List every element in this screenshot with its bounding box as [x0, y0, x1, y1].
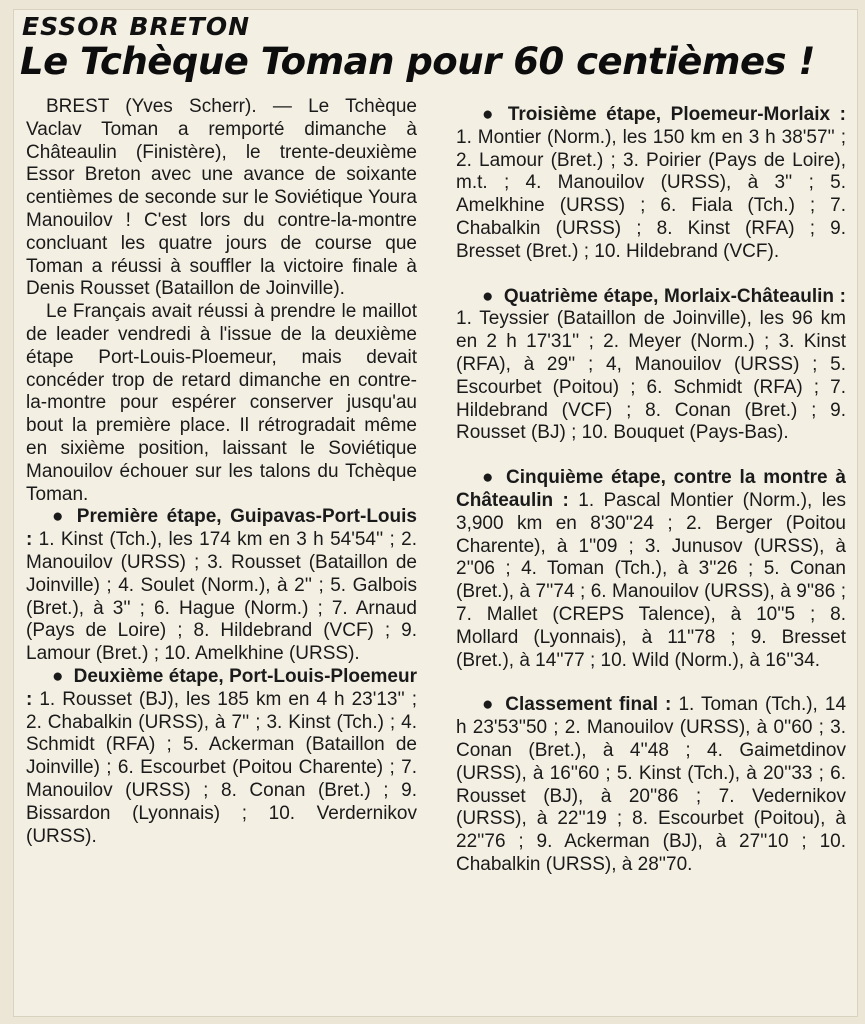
intro-paragraph: BREST (Yves Scherr). — Le Tchèque Vaclav Toman a remporté dimanche à Châteaulin (Finistère), le trente-deuxième Essor Breton avec une avance de soixante centièmes de seconde sur le Soviétique Youra Manouilov ! C'est lors du contre-la-montre concluant les quatre jours de course que Toman a réussi à souffler la victoire finale à Denis Rousset (Bataillon de Joinville).: [26, 96, 417, 300]
stage-text: 1. Kinst (Tch.), les 174 km en 3 h 54'54'' ; 2. Manouilov (URSS) ; 3. Rousset (Bataillon de Joinville) ; 4. Soulet (Norm.), à 2'' ; 5. Galbois (Bret.), à 3'' ; 6. Hague (Norm.) ; 7. Arnaud (Pays de Loire) ; 8. Hildebrand (VCF) ; 9. Lamour (Bret.) ; 10. Amelkhine (URSS).: [26, 529, 418, 665]
stage-text: 1. Pascal Montier (Norm.), les 3,900 km en 8'30''24 ; 2. Berger (Poitou Charente), à 1''09 ; 3. Junusov (URSS), à 2''06 ; 4. Toman (Tch.), à 3''26 ; 5. Conan (Bret.), à 7''74 ; 6. Manouilov (URSS), à 9''86 ; 7. Mallet (CREPS Talence), à 10''5 ; 8. Mollard (Lyonnais), à 11''78 ; 9. Bresset (Bret.), à 14''77 ; 10. Wild (Norm.), à 16''34.: [456, 489, 847, 671]
bullet-icon: ●: [482, 694, 496, 716]
right-column: [456, 104, 846, 877]
stage-5-result: [456, 467, 846, 672]
section-kicker: ESSOR BRETON: [22, 12, 251, 41]
headline: Le Tchèque Toman pour 60 centièmes !: [20, 40, 815, 83]
stage-text: 1. Teyssier (Bataillon de Joinville), les 96 km en 2 h 17'31'' ; 2. Meyer (Norm.) ; 3. Kinst (RFA), à 29'' ; 4, Manouilov (URSS) ; 5. Escourbet (Poitou) ; 6. Schmidt (RFA) ; 7. Hildebrand (VCF) ; 8. Conan (Bret.) ; 9. Rousset (BJ) ; 10. Bouquet (Pays-Bas).: [456, 308, 846, 444]
bullet-icon: ●: [482, 467, 497, 489]
stage-title: Classement final :: [505, 694, 672, 716]
stage-title: Quatrième étape, Morlaix-Châteaulin :: [503, 285, 846, 307]
stage-text: 1. Toman (Tch.), 14 h 23'53''50 ; 2. Manouilov (URSS), à 0''60 ; 3. Conan (Bret.), à 4''48 ; 4. Gaimetdinov (URSS), à 16''60 ; 5. Kinst (Tch.), à 20''33 ; 6. Rousset (BJ), à 20''86 ; 7. Vedernikov (URSS), à 22''19 ; 8. Escourbet (Poitou), à 22''76 ; 9. Ackerman (BJ), à 27''10 ; 10. Chabalkin (URSS), à 28''70.: [456, 694, 847, 875]
stage-3-result: [456, 104, 846, 264]
stage-2-result: [26, 666, 417, 848]
stage-text: 1. Montier (Norm.), les 150 km en 3 h 38'57'' ; 2. Lamour (Bret.) ; 3. Poirier (Pays de Loire), m.t. ; 4. Manouilov (URSS), à 3'' ; 5. Amelkhine (URSS) ; 6. Fiala (Tch.) ; 7. Chabalkin (URSS) ; 8. Kinst (RFA) ; 9. Bresset (Bret.) ; 10. Hildebrand (VCF).: [456, 126, 846, 262]
stage-title: Première étape, Guipavas-Port-Louis :: [26, 506, 417, 551]
stage-text: 1. Rousset (BJ), les 185 km en 4 h 23'13'' ; 2. Chabalkin (URSS), à 7'' ; 3. Kinst (Tch.) ; 4. Schmidt (RFA) ; 5. Ackerman (Bataillon de Joinville) ; 6. Escourbet (Poitou Charente) ; 7. Manouilov (URSS) ; 8. Conan (Bret.) ; 9. Bissardon (Lyonnais) ; 10. Verdernikov (URSS).: [26, 688, 418, 847]
bullet-icon: ●: [52, 506, 67, 528]
stage-1-result: [26, 506, 417, 666]
intro-paragraph: Le Français avait réussi à prendre le maillot de leader vendredi à l'issue de la deuxième étape Port-Louis-Ploemeur, mais devait concéder trop de retard dimanche en contre-la-montre pour espérer conserver jusqu'au bout la première place. Il rétrogradait même en sixième position, laissant le Soviétique Manouilov échouer sur les talons du Tchèque Toman.: [26, 301, 417, 505]
stage-4-result: [456, 286, 846, 446]
final-standings: [456, 694, 846, 876]
stage-title: Troisième étape, Ploemeur-Morlaix :: [507, 104, 847, 125]
bullet-icon: ●: [52, 665, 64, 687]
bullet-icon: ●: [482, 285, 494, 307]
bullet-icon: ●: [482, 104, 498, 125]
stage-title: Deuxième étape, Port-Louis-Ploemeur :: [26, 665, 417, 710]
left-column: [26, 96, 417, 848]
stage-title: Cinquième étape, contre la montre à Châteaulin :: [456, 467, 846, 511]
